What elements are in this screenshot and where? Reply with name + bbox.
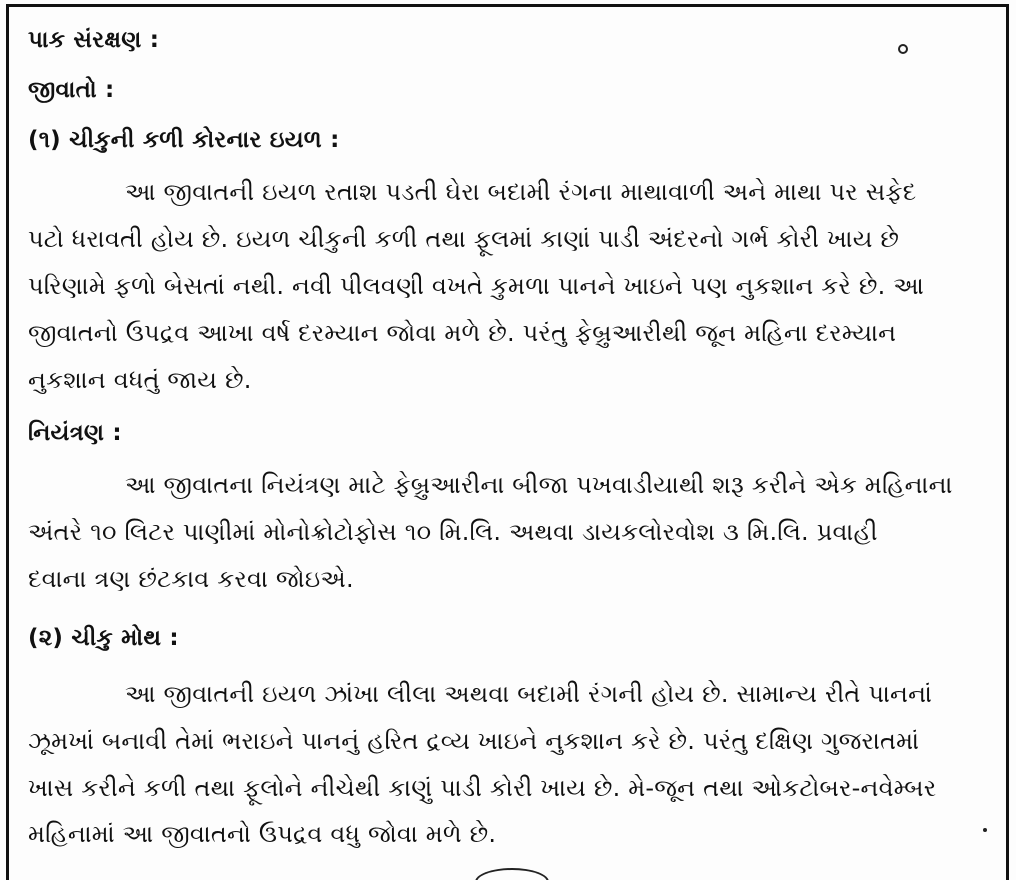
- page-title: પાક સંરક્ષણ :: [28, 27, 160, 53]
- pest2-paragraph-line: મહિનામાં આ જીવાતનો ઉપદ્રવ વધુ જોવા મળે છે.: [28, 820, 497, 848]
- stray-ink-mark: [898, 44, 908, 54]
- pest2-paragraph-line: આ જીવાતની ઇયળ ઝાંખા લીલા અથવા બદામી રંગની હોય છે. સામાન્ય રીતે પાનનાં: [125, 680, 933, 708]
- control-paragraph-line: આ જીવાતના નિયંત્રણ માટે ફેબ્રુઆરીના બીજા પખવાડીયાથી શરૂ કરીને એક મહિનાના: [125, 471, 953, 499]
- stray-ink-dot: [983, 828, 987, 832]
- pest2-paragraph-line: ઝૂમખાં બનાવી તેમાં ભરાઇને પાનનું હરિત દ્રવ્ય ખાઇને નુકશાન કરે છે. પરંતુ દક્ષિણ ગુજરાતમાં: [28, 727, 920, 755]
- pest1-paragraph-line: પટો ધરાવતી હોય છે. ઇયળ ચીકુની કળી તથા ફૂલમાં કાણાં પાડી અંદરનો ગર્ભ કોરી ખાય છે: [28, 225, 900, 253]
- pest1-paragraph-line: આ જીવાતની ઇયળ રતાશ પડતી ઘેરા બદામી રંગના માથાવાળી અને માથા પર સફેદ: [125, 178, 917, 206]
- control-heading: નિયંત્રણ :: [28, 420, 122, 446]
- control-paragraph-line: દવાના ત્રણ છંટકાવ કરવા જોઇએ.: [28, 565, 354, 593]
- control-paragraph-line: અંતરે ૧૦ લિટર પાણીમાં મોનોક્રોટોફોસ ૧૦ મિ.લિ. અથવા ડાયકલોરવોશ ૩ મિ.લિ. પ્રવાહી: [28, 518, 878, 546]
- pest1-heading: (૧) ચીકુની કળી કોરનાર ઇયળ :: [28, 127, 340, 153]
- pest2-heading: (૨) ચીકુ મોથ :: [28, 625, 179, 651]
- pest1-paragraph-line: જીવાતનો ઉપદ્રવ આખા વર્ષ દરમ્યાન જોવા મળે છે. પરંતુ ફેબ્રુઆરીથી જૂન મહિના દરમ્યાન: [28, 319, 897, 347]
- pest1-paragraph-line: પરિણામે ફળો બેસતાં નથી. નવી પીલવણી વખતે કુમળા પાનને ખાઇને પણ નુકશાન કરે છે. આ: [28, 272, 924, 300]
- section-title: જીવાતો :: [28, 77, 115, 103]
- pest1-paragraph-line: નુકશાન વધતું જાય છે.: [28, 366, 252, 394]
- pest2-paragraph-line: ખાસ કરીને કળી તથા ફૂલોને નીચેથી કાણું પાડી કોરી ખાય છે. મે-જૂન તથા ઓકટોબર-નવેમ્બર: [28, 774, 937, 802]
